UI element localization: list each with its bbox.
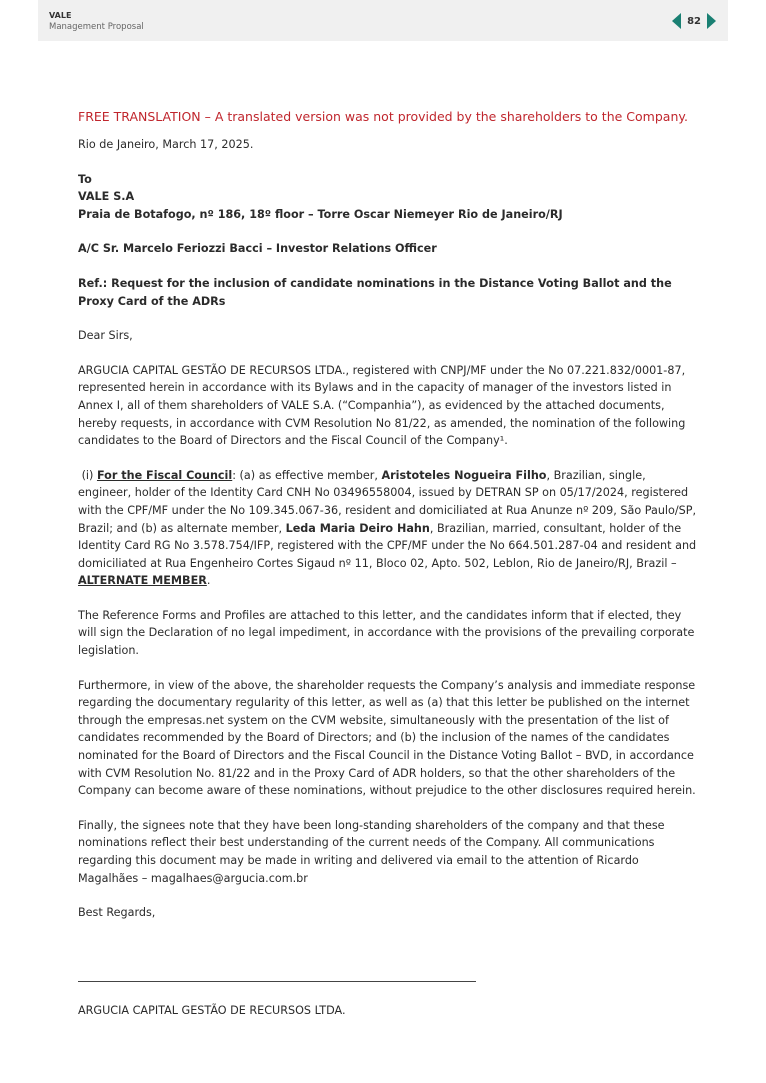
pager [672,13,716,29]
paragraph-requests: Furthermore, in view of the above, the shareholder requests the Company’s analysis and immediate response regarding the documentary regularity of this letter, as well as (a) that this letter be published on the internet through the empresas.net system on the CVM website, simultaneously with the presentation of the list of candidates recommended by the Board of Directors; and (b) the inclusion of the names of the candidates nominated for the Board of Directors and the Fiscal Council in the Distance Voting Ballot – BVD, in accordance with CVM Resolution No. 81/22 and in the Proxy Card of ADR holders, so that the other shareholders of the Company can become aware of these nominations, without prejudice to the other disclosures required herein. [78,678,696,798]
brand-name: VALE [49,11,72,20]
addressee-block [78,171,698,224]
addressee-company: VALE S.A [78,190,135,204]
text-segment: : (a) as effective member, [232,468,382,482]
reference-line: Ref.: Request for the inclusion of candidate nominations in the Distance Voting Ballot and the Proxy Card of the ADRs [78,276,672,308]
next-page-icon[interactable] [707,13,716,29]
date-line: Rio de Janeiro, March 17, 2025. [78,138,254,151]
previous-page-icon[interactable] [672,13,681,29]
text-segment: . [206,574,211,588]
candidate-effective-name: Aristoteles Nogueira Filho [381,468,547,482]
paragraph-nomination-request: ARGUCIA CAPITAL GESTÃO DE RECURSOS LTDA., registered with CNPJ/MF under the No 07.221.832/0001-87, represented herein in accordance with its Bylaws and in the capacity of manager of the investors listed in Annex I, all of them shareholders of VALE S.A. (“Companhia”), as evidenced by the attached documents, hereby requests, in accordance with CVM Resolution No 81/22, as amended, the nomination of the following candidates to the Board of Directors and the Fiscal Council of the Company¹. [78,363,686,448]
text-segment: , Brazilian, single, engineer, holder of the Identity Card CNH No 03496558004, issued by DETRAN SP on 05/17/2024, registered with the CPF/MF under the No 109.345.067-36, resident and domiciliated at Rua Anunze nº 209, São Paulo/SP, Brazil; and (b) as alternate member, [78,468,697,535]
item-prefix: (i) [81,468,97,482]
addressee-address: Praia de Botafogo, nº 186, 18º floor – Torre Oscar Niemeyer Rio de Janeiro/RJ [78,207,563,221]
translation-notice: FREE TRANSLATION – A translated version was not provided by the shareholders to the Company. [78,109,688,124]
paragraph-fiscal-council [78,467,698,590]
signatory-name: ARGUCIA CAPITAL GESTÃO DE RECURSOS LTDA. [78,1004,346,1017]
page-header [38,0,728,41]
salutation: Dear Sirs, [78,329,133,343]
alternate-member-label: ALTERNATE MEMBER [78,574,207,588]
page-number: 82 [687,15,701,27]
paragraph-reference-forms: The Reference Forms and Profiles are attached to this letter, and the candidates inform that if elected, they will sign the Declaration of no legal impediment, in accordance with the provisions of the prevailing corporate legislation. [78,608,695,658]
addressee-to: To [78,172,92,186]
candidate-alternate-name: Leda Maria Deiro Hahn [285,521,430,535]
letter-body [78,107,698,922]
paragraph-contact: Finally, the signees note that they have been long-standing shareholders of the company and that these nominations reflect their best understanding of the current needs of the Company. All communications regarding this document may be made in writing and delivered via email to the attention of Ricardo Magalhães – magalhaes@argucia.com.br [78,818,665,885]
signature-line [78,981,476,982]
attention-line: A/C Sr. Marcelo Feriozzi Bacci – Investor Relations Officer [78,242,437,256]
text-segment: , Brazilian, married, consultant, holder of the Identity Card RG No 3.578.754/IFP, registered with the CPF/MF under the No 664.501.287-04 and resident and domiciliated at Rua Engenheiro Cortes Sigaud nº 11, Bloco 02, Apto. 502, Leblon, Rio de Janeiro/RJ, Brazil – [78,521,697,570]
document-subtitle: Management Proposal [49,22,144,32]
fiscal-council-heading: For the Fiscal Council [96,468,233,482]
closing: Best Regards, [78,906,156,920]
